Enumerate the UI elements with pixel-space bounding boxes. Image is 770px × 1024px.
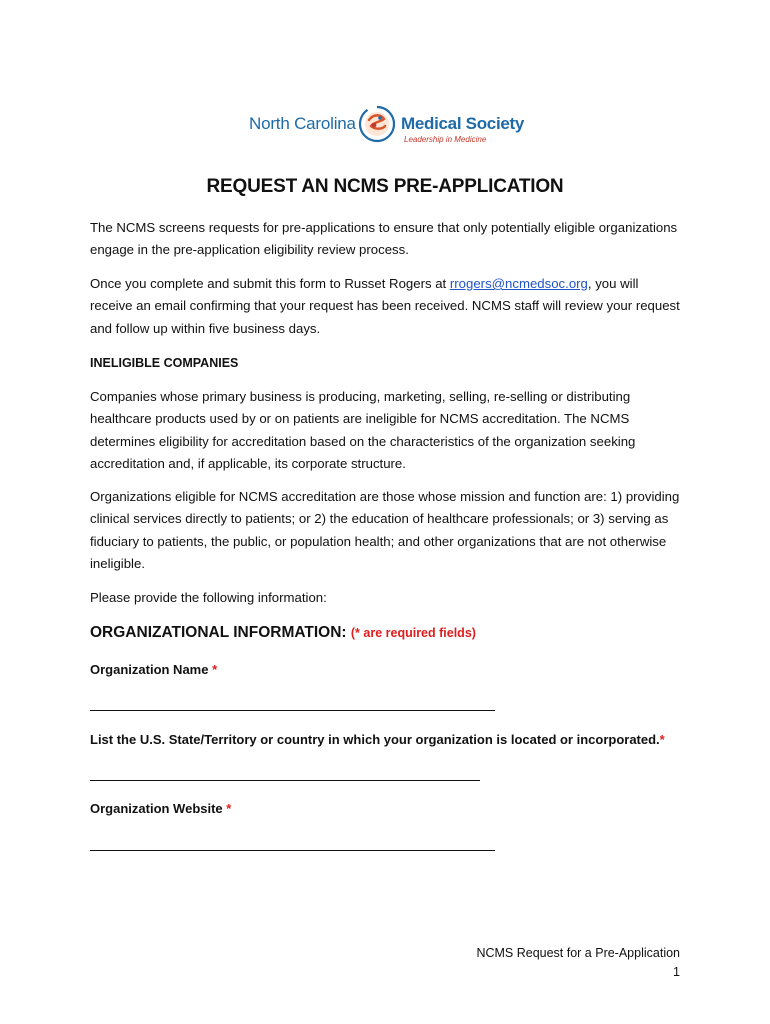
organization-name-field[interactable] — [90, 710, 495, 711]
footer-page-number: 1 — [673, 965, 680, 979]
intro-paragraph: The NCMS screens requests for pre-applications to ensure that only potentially eligible organizations engage in the pre-application eligibility review process. — [90, 220, 678, 258]
required-asterisk: * — [212, 662, 218, 677]
state-territory-label-text: List the U.S. State/Territory or country in which your organization is located or incorporated. — [90, 732, 660, 747]
organization-name-label — [90, 662, 217, 677]
page-footer — [476, 944, 680, 982]
state-territory-field[interactable] — [90, 780, 480, 781]
required-fields-note: (* are required fields) — [350, 626, 476, 640]
organization-name-label-text: Organization Name — [90, 662, 213, 677]
organizational-info-title: ORGANIZATIONAL INFORMATION: — [90, 624, 351, 641]
contact-paragraph — [90, 273, 680, 340]
state-territory-label — [90, 732, 665, 747]
organization-website-label — [90, 801, 231, 816]
contact-text-before: Once you complete and submit this form to Russet Rogers at — [90, 276, 450, 291]
logo-text-right: Medical Society — [401, 114, 525, 133]
organization-website-field[interactable] — [90, 850, 495, 851]
footer-doc-title: NCMS Request for a Pre-Application — [476, 946, 680, 960]
logo-tagline: Leadership in Medicine — [404, 135, 487, 144]
ineligible-heading: INELIGIBLE COMPANIES — [90, 356, 239, 370]
contact-text-after: , you will receive an email confirming that your request has been received. NCMS staff will review your request and follow up within five business days. — [90, 276, 680, 336]
please-provide-text: Please provide the following information: — [90, 590, 327, 605]
logo-text-left: North Carolina — [249, 114, 356, 133]
ineligible-paragraph: Companies whose primary business is producing, marketing, selling, re-selling or distributing healthcare products used by or on patients are ineligible for NCMS accreditation. The NCMS determines eligibility for accreditation based on the characteristics of the organization seeking accreditation and, if applicable, its corporate structure. — [90, 389, 636, 471]
caduceus-emblem-icon — [357, 104, 397, 144]
ncms-logo — [249, 100, 529, 150]
required-asterisk: * — [659, 732, 665, 747]
organization-website-label-text: Organization Website — [90, 801, 227, 816]
contact-email-link[interactable]: rrogers@ncmedsoc.org — [449, 276, 588, 291]
organizational-info-heading — [90, 624, 476, 642]
required-asterisk: * — [226, 801, 232, 816]
eligible-paragraph: Organizations eligible for NCMS accreditation are those whose mission and function are: 1) providing clinical services directly to patients; or 2) the education of healthcare professionals; or 3) serving as fiduciary to patients, the public, or population health; and other organizations that are not otherwise ineligible. — [90, 489, 680, 571]
page-title: REQUEST AN NCMS PRE-APPLICATION — [206, 176, 564, 197]
